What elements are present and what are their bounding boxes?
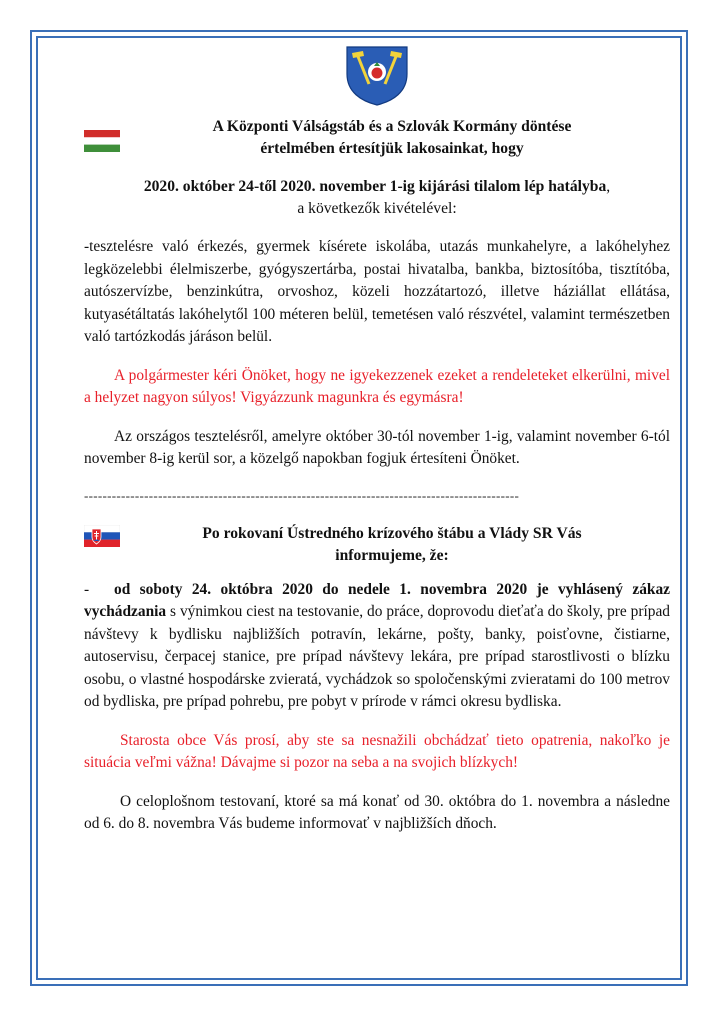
curfew-exceptions-intro: a következők kivételével:	[297, 200, 457, 217]
section-divider: ----------------------------------------------------------------------------------------------	[84, 487, 520, 503]
slovak-heading	[84, 523, 670, 567]
slovak-heading-line-2: informujeme, že:	[335, 546, 449, 564]
hungarian-testing-notice: Az országos tesztelésről, amelyre október 30-tól november 1-ig, valamint november 6-tól november 8-ig kerül sor, a közelgő napokban fogjuk értesíteni Önöket.	[84, 427, 670, 467]
hungarian-exceptions-list: -tesztelésre való érkezés, gyermek kísérete iskolába, utazás munkahelyre, a lakóhelyhez legközelebbi élelmiszerbe, gyógyszertárba, postai hivatalba, bankba, biztosítóba, tisztítóba, autószervízbe, benzinkútra, orvoshoz, közeli hozzátartozó, illetve háziállat ellátása, kutyasétáltatás lakóhelytől 100 méteren belül, temetésen való részvétel, valamint természetben való tartózkodás járáson belül.	[84, 238, 670, 345]
slovak-exceptions-list: s výnimkou ciest na testovanie, do práce, doprovodu dieťaťa do školy, pre prípad návštevy k bydlisku najbližších potravín, lekárne, pošty, banky, poisťovne, čistiarne, autoservisu, čerpacej stanice, pre prípad návštevy lekára, pre prípad starostlivosti o blízku osobu, o vlastné hospodárske zvieratá, vychádzok so spoločenskými zvieratami do 100 metrov od bydliska, pre prípad pohrebu, pre pobyt v prírode v rámci okresu bydliska.	[84, 603, 670, 710]
hungarian-mayor-warning: A polgármester kéri Önöket, hogy ne igyekezzenek ezeket a rendeleteket elkerülni, mivel a helyzet nagyon súlyos! Vigyázzunk magunkra és egymásra!	[84, 366, 670, 406]
hungarian-heading-line-1: A Központi Válságstáb és a Szlovák Kormány döntése	[212, 118, 572, 135]
slovak-mayor-warning: Starosta obce Vás prosí, aby ste sa nesnažili obchádzať tieto opatrenia, nakoľko je situácia veľmi vážna! Dávajme si pozor na seba a na svojich blízkych!	[84, 731, 670, 771]
slovak-testing-notice: O celoplošnom testovaní, ktoré sa má konať od 30. októbra do 1. novembra a následne od 6. do 8. novembra Vás budeme informovať v najbližších dňoch.	[84, 792, 670, 832]
municipal-coat-of-arms-icon	[343, 44, 411, 106]
slovak-curfew-dates: od soboty 24. októbra 2020 do nedele 1. novembra 2020 je vyhlásený zákaz vychádzania	[84, 580, 670, 620]
hungarian-heading	[84, 116, 670, 160]
hungarian-heading-line-2: értelmében értesítjük lakosainkat, hogy	[260, 140, 524, 157]
curfew-period	[84, 176, 670, 220]
curfew-period-comma: ,	[606, 178, 611, 195]
notice-content	[84, 34, 670, 836]
slovak-list-dash: -	[84, 580, 90, 598]
slovak-curfew-paragraph	[84, 579, 670, 714]
slovak-heading-line-1: Po rokovaní Ústredného krízového štábu a Vlády SR Vás	[202, 524, 582, 542]
curfew-period-dates: 2020. október 24-től 2020. november 1-ig kijárási tilalom lép hatályba	[143, 178, 607, 195]
slovakia-flag-icon	[84, 525, 120, 547]
hungary-flag-icon	[84, 130, 120, 152]
